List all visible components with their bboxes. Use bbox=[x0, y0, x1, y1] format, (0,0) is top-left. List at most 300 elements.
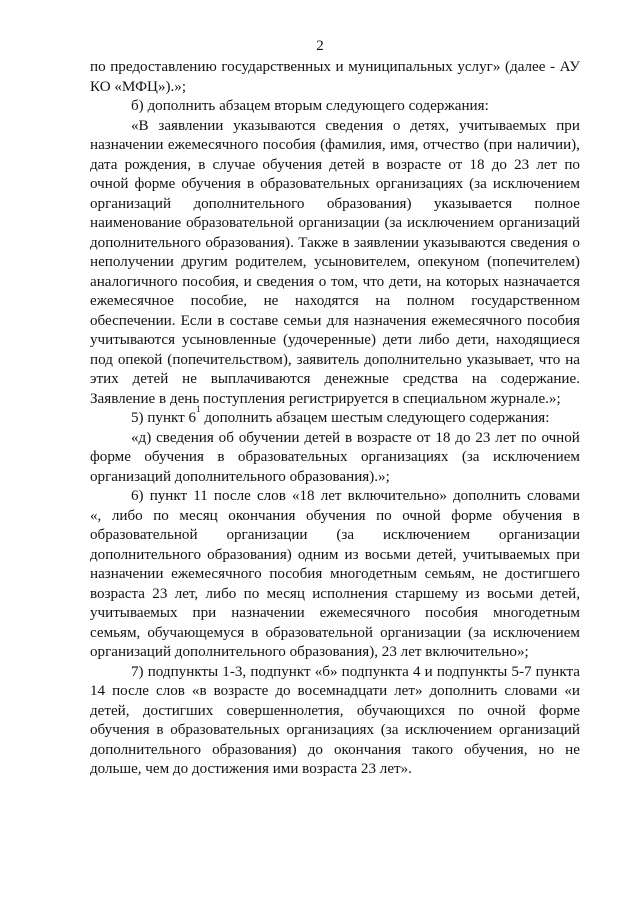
word: очной bbox=[487, 702, 526, 719]
word: опекой bbox=[117, 351, 163, 368]
word: этих bbox=[90, 371, 119, 387]
word: учитываемых bbox=[462, 546, 551, 563]
word: назначении bbox=[90, 566, 164, 582]
text-line bbox=[90, 721, 580, 741]
word: на bbox=[426, 273, 442, 290]
word: обучения bbox=[144, 449, 204, 465]
word: пособия bbox=[269, 566, 323, 582]
word: полное bbox=[534, 195, 580, 212]
word: находятся bbox=[294, 293, 359, 309]
word: по bbox=[520, 429, 537, 446]
word: не bbox=[182, 371, 197, 387]
word: организации bbox=[226, 527, 308, 543]
word: возраста bbox=[90, 585, 145, 602]
word: в bbox=[156, 722, 164, 738]
word: находящиеся bbox=[496, 332, 580, 348]
text-line bbox=[90, 624, 580, 644]
word: что bbox=[362, 273, 385, 290]
word: достигшего bbox=[505, 566, 580, 582]
text-line bbox=[90, 404, 580, 429]
word: «в bbox=[191, 683, 207, 699]
word: (попечителем) bbox=[487, 254, 580, 270]
word: (за bbox=[461, 449, 480, 465]
word: дополнить bbox=[453, 488, 521, 504]
word: дополнить bbox=[429, 683, 498, 699]
word: 5-7 bbox=[511, 663, 532, 680]
word: составе bbox=[229, 312, 279, 329]
word: полном bbox=[406, 293, 455, 309]
word: детей bbox=[132, 371, 169, 387]
word: исключением bbox=[382, 527, 471, 543]
word: семьям, bbox=[90, 624, 141, 641]
text-line bbox=[90, 292, 580, 312]
word: не bbox=[565, 741, 580, 758]
word: указывается bbox=[433, 195, 513, 212]
word: «д) bbox=[131, 429, 152, 446]
text-line bbox=[90, 741, 580, 761]
word: образовательных bbox=[260, 176, 370, 192]
word: возрасте bbox=[356, 429, 412, 446]
word: в bbox=[246, 176, 255, 192]
word: детей, bbox=[90, 702, 130, 719]
word: исключением bbox=[405, 722, 493, 738]
word: случае bbox=[212, 156, 256, 173]
word: «18 bbox=[291, 488, 315, 504]
text-line bbox=[90, 117, 580, 137]
word: дополнительного bbox=[90, 234, 202, 251]
word: лет bbox=[495, 429, 517, 446]
word: наименование bbox=[90, 215, 182, 231]
line-text-tail: дополнить абзацем шестым следующего содержания: bbox=[200, 410, 550, 426]
word: 7) bbox=[131, 663, 144, 680]
word: и bbox=[424, 663, 433, 680]
word: либо bbox=[111, 507, 143, 524]
word: лет bbox=[536, 156, 558, 173]
word: 23 bbox=[475, 429, 491, 446]
word: слов bbox=[156, 683, 185, 699]
word: на bbox=[565, 351, 580, 368]
word: дата bbox=[90, 156, 118, 173]
word: (за bbox=[469, 176, 487, 192]
word: и bbox=[243, 273, 252, 290]
word: 18 bbox=[435, 429, 451, 446]
text-line bbox=[90, 331, 580, 351]
word: имя, bbox=[390, 137, 419, 153]
text-line bbox=[90, 390, 580, 410]
word: «б» bbox=[314, 663, 338, 680]
word: в bbox=[217, 312, 225, 329]
word: от bbox=[448, 156, 463, 173]
word: в bbox=[344, 429, 353, 446]
word: назначается bbox=[503, 273, 580, 290]
word: такого bbox=[412, 741, 454, 758]
word: «В bbox=[131, 117, 149, 134]
word: при bbox=[556, 117, 580, 134]
word: заявлении bbox=[353, 234, 419, 251]
word: словами bbox=[526, 488, 580, 504]
text-line bbox=[90, 234, 580, 254]
word: по bbox=[376, 507, 392, 524]
word: образовательной bbox=[265, 624, 373, 641]
word: усыновленные bbox=[181, 332, 277, 348]
word: многодетным bbox=[493, 605, 580, 621]
word: пособие, bbox=[190, 293, 248, 309]
word: но bbox=[538, 741, 555, 758]
text-line bbox=[90, 429, 580, 449]
word: образования) bbox=[207, 546, 292, 563]
word: сведения bbox=[156, 429, 214, 446]
text-line bbox=[90, 214, 580, 234]
word: ежемесячного bbox=[431, 312, 522, 329]
text-line bbox=[90, 156, 580, 176]
word: заявитель bbox=[296, 351, 360, 368]
text-line bbox=[90, 663, 580, 683]
word: обучения, bbox=[464, 741, 528, 758]
word: по bbox=[458, 702, 474, 719]
word: образовательной bbox=[90, 527, 198, 543]
word: 23 bbox=[152, 585, 168, 602]
word: форме bbox=[451, 507, 493, 524]
word: на bbox=[471, 371, 487, 387]
word: денежные bbox=[324, 371, 389, 387]
word: либо bbox=[418, 332, 450, 348]
word: обеспечении. bbox=[90, 312, 176, 329]
word: детей bbox=[329, 156, 365, 173]
word: по bbox=[243, 585, 260, 602]
word: назначения bbox=[353, 312, 427, 329]
text-line bbox=[90, 702, 580, 722]
line-text: 5) пункт 6 bbox=[131, 410, 197, 426]
word: обучения bbox=[262, 156, 323, 173]
word: 18 bbox=[469, 156, 485, 173]
word: старшему bbox=[395, 585, 459, 602]
text-line bbox=[90, 351, 580, 371]
word: для bbox=[326, 312, 349, 329]
word: об bbox=[218, 429, 234, 446]
word: лет, bbox=[174, 585, 199, 602]
text-line bbox=[90, 58, 580, 78]
word: исполнения bbox=[312, 585, 388, 602]
word: (удочеренные) bbox=[282, 332, 376, 348]
word: детей, bbox=[540, 585, 580, 602]
word: (за bbox=[384, 215, 403, 231]
word: восемнадцати bbox=[297, 683, 388, 699]
word: (за bbox=[336, 527, 355, 543]
word: указываются bbox=[233, 117, 316, 134]
text-line bbox=[90, 585, 580, 605]
word: организаций bbox=[498, 215, 580, 231]
word: родителем, bbox=[235, 254, 307, 270]
word: в bbox=[251, 624, 259, 641]
word: месяц bbox=[266, 585, 305, 602]
word: указывает, bbox=[466, 351, 534, 368]
word: «и bbox=[564, 683, 580, 699]
line-text: организаций дополнительного образования), 23 лет включительно»; bbox=[90, 644, 529, 660]
word: после bbox=[213, 488, 251, 504]
word: дополнительного bbox=[193, 195, 305, 212]
word: (за bbox=[468, 624, 486, 641]
text-line bbox=[90, 370, 580, 390]
word: заявлении bbox=[158, 117, 224, 134]
text-line bbox=[90, 760, 580, 780]
line-text: б) дополнить абзацем вторым следующего содержания: bbox=[131, 98, 489, 114]
text-line bbox=[90, 507, 580, 527]
word: окончания bbox=[228, 507, 296, 524]
word: выплачиваются bbox=[210, 371, 311, 387]
word: услуг» bbox=[457, 59, 501, 75]
word: очной bbox=[90, 176, 129, 192]
word: 1-3, bbox=[222, 663, 247, 680]
word: рождения, bbox=[124, 156, 192, 173]
word: пункта bbox=[535, 663, 580, 680]
word: достигших bbox=[142, 702, 214, 719]
word: под bbox=[90, 351, 113, 368]
word: в bbox=[372, 156, 380, 173]
word: ежемесячное bbox=[90, 293, 174, 309]
word: по bbox=[153, 507, 169, 524]
word: после bbox=[112, 683, 150, 699]
word: обучающемуся bbox=[147, 624, 245, 641]
word: по bbox=[90, 59, 106, 75]
text-line bbox=[90, 273, 580, 293]
word: образования) bbox=[326, 195, 412, 212]
word: ежемесячного bbox=[171, 566, 262, 582]
text-line bbox=[90, 312, 580, 332]
word: исключением bbox=[407, 215, 495, 231]
word: образования) bbox=[212, 741, 297, 758]
word: - bbox=[550, 59, 556, 75]
word: лет» bbox=[394, 683, 423, 699]
word: в bbox=[217, 449, 225, 465]
word: образовательных bbox=[237, 449, 348, 465]
word: очной bbox=[402, 507, 441, 524]
word: месяц bbox=[179, 507, 218, 524]
word: образовательных bbox=[170, 722, 280, 738]
word: образования). bbox=[205, 234, 294, 251]
word: обучения bbox=[502, 507, 563, 524]
word: 4 bbox=[412, 663, 421, 680]
word: (фамилия, bbox=[320, 137, 386, 153]
text-line bbox=[90, 136, 580, 156]
word: совершеннолетия, bbox=[226, 702, 344, 719]
word: Если bbox=[180, 312, 213, 329]
word: окончания bbox=[333, 741, 402, 758]
word: до bbox=[307, 741, 323, 758]
word: исключением bbox=[492, 176, 580, 192]
word: пособия bbox=[527, 312, 580, 329]
word: предоставлению bbox=[110, 59, 217, 75]
word: пособия bbox=[262, 137, 316, 153]
word: из bbox=[344, 546, 359, 563]
text-line bbox=[90, 253, 580, 273]
document-body bbox=[90, 58, 580, 780]
word: которых bbox=[445, 273, 499, 290]
word: детей, bbox=[416, 546, 457, 563]
word: содержание. bbox=[500, 371, 580, 387]
word: на bbox=[375, 293, 391, 309]
text-line bbox=[90, 468, 580, 488]
word: сведения bbox=[256, 273, 315, 290]
word: подпункт bbox=[250, 663, 311, 680]
word: при bbox=[192, 605, 217, 621]
word: пункт bbox=[149, 488, 188, 504]
word: опекуном bbox=[417, 254, 480, 270]
word: лет bbox=[320, 488, 342, 504]
word: сведения bbox=[510, 234, 568, 251]
word: дети, bbox=[388, 273, 422, 290]
word: неполучении bbox=[90, 254, 174, 270]
word: до bbox=[455, 429, 471, 446]
word: семьям, bbox=[424, 566, 475, 582]
word: обучения bbox=[181, 176, 241, 192]
word: организациях bbox=[360, 449, 449, 465]
word: организации bbox=[498, 527, 580, 543]
word: дополнительно bbox=[364, 351, 462, 368]
word: по bbox=[564, 156, 580, 173]
word: не bbox=[263, 293, 279, 309]
word: подпункта bbox=[341, 663, 409, 680]
word: словами bbox=[504, 683, 558, 699]
word: в bbox=[572, 507, 580, 524]
word: при bbox=[556, 546, 580, 563]
text-line bbox=[90, 604, 580, 624]
word: 6) bbox=[131, 488, 144, 504]
line-text: Заявление в день поступления регистрируется в специальном журнале.»; bbox=[90, 390, 561, 407]
word: исключением bbox=[492, 449, 580, 465]
word: в bbox=[198, 156, 206, 173]
text-line bbox=[90, 643, 580, 663]
word: в bbox=[342, 234, 350, 251]
word: образовательной bbox=[186, 215, 294, 231]
text-line bbox=[90, 175, 580, 195]
word: возрасте bbox=[386, 156, 442, 173]
word: о bbox=[392, 117, 401, 134]
word: сведения bbox=[325, 117, 384, 134]
word: организаций bbox=[90, 195, 172, 212]
word: дополнительного bbox=[90, 741, 202, 758]
word: ежемесячного bbox=[167, 137, 259, 153]
line-text: организаций дополнительного образования).»; bbox=[90, 468, 390, 485]
superscript: 1 bbox=[196, 404, 201, 414]
word: «, bbox=[90, 507, 102, 524]
word: форме bbox=[90, 449, 131, 465]
word: организации bbox=[298, 215, 380, 231]
word: до bbox=[491, 156, 507, 173]
text-line bbox=[90, 682, 580, 702]
word: пособия, bbox=[182, 273, 239, 290]
word: детей bbox=[304, 429, 341, 446]
word: назначении bbox=[90, 137, 164, 153]
text-line bbox=[90, 565, 580, 585]
line-text: дольше, чем до достижения ими возраста 23 лет». bbox=[90, 761, 412, 777]
word: том, bbox=[330, 273, 358, 290]
word: Также bbox=[298, 234, 339, 251]
word: дополнительного bbox=[90, 546, 202, 563]
text-line bbox=[90, 97, 580, 117]
word: подпункты bbox=[436, 663, 508, 680]
word: детях, bbox=[410, 117, 450, 134]
word: 23 bbox=[514, 156, 530, 173]
word: организаций bbox=[498, 722, 580, 738]
text-line bbox=[90, 448, 580, 468]
word: наличии), bbox=[516, 137, 580, 153]
word: (за bbox=[380, 722, 399, 738]
word: аналогичного bbox=[90, 273, 178, 290]
word: АУ bbox=[559, 59, 580, 75]
word: дети bbox=[382, 332, 412, 348]
page-number: 2 bbox=[316, 38, 324, 54]
word: пособия bbox=[425, 605, 479, 621]
text-line bbox=[90, 195, 580, 215]
word: форме bbox=[539, 702, 580, 719]
word: ежемесячного bbox=[319, 605, 411, 621]
word: (далее bbox=[504, 59, 546, 75]
word: организациях bbox=[375, 176, 464, 192]
word: 11 bbox=[193, 488, 208, 504]
word: средства bbox=[402, 371, 459, 387]
word: обучении bbox=[238, 429, 300, 446]
word: организациях bbox=[286, 722, 374, 738]
word: не bbox=[482, 566, 498, 582]
word: и bbox=[335, 59, 344, 75]
word: учитываемых bbox=[458, 117, 547, 134]
word: слов bbox=[256, 488, 286, 504]
word: обучающихся bbox=[356, 702, 446, 719]
word: учитываются bbox=[90, 332, 176, 348]
word: возрасте bbox=[213, 683, 269, 699]
word: о bbox=[318, 273, 327, 290]
word: (попечительством), bbox=[167, 351, 292, 368]
word: одним bbox=[297, 546, 339, 563]
word: включительно» bbox=[347, 488, 447, 504]
word: 14 bbox=[90, 683, 106, 699]
word: либо bbox=[205, 585, 237, 602]
word: очной bbox=[541, 429, 580, 446]
word: другим bbox=[181, 254, 228, 270]
word: (при bbox=[483, 137, 513, 153]
word: многодетным bbox=[330, 566, 417, 582]
text-line bbox=[90, 487, 580, 507]
word: семьи bbox=[283, 312, 322, 329]
word: отчество bbox=[422, 137, 480, 153]
word: из bbox=[465, 585, 480, 602]
word: государственном bbox=[471, 293, 580, 309]
word: подпункты bbox=[147, 663, 219, 680]
word: восьми bbox=[364, 546, 411, 563]
word: что bbox=[538, 351, 561, 368]
line-text: КО «МФЦ»).»; bbox=[90, 78, 187, 95]
word: муниципальных bbox=[348, 59, 453, 75]
word: дети, bbox=[456, 332, 490, 348]
word: указываются bbox=[423, 234, 506, 251]
text-line bbox=[90, 526, 580, 546]
word: обучения bbox=[90, 722, 150, 738]
word: от bbox=[416, 429, 431, 446]
word: усыновителем, bbox=[314, 254, 411, 270]
word: о bbox=[572, 234, 580, 251]
word: обучения bbox=[305, 507, 366, 524]
word: до bbox=[275, 683, 291, 699]
word: форме bbox=[134, 176, 176, 192]
word: восьми bbox=[486, 585, 534, 602]
word: исключением bbox=[492, 624, 580, 641]
word: государственных bbox=[221, 59, 331, 75]
word: учитываемых bbox=[90, 605, 178, 621]
word: назначении bbox=[231, 605, 305, 621]
word: организации bbox=[380, 624, 462, 641]
text-line bbox=[90, 546, 580, 566]
text-line bbox=[90, 78, 580, 98]
